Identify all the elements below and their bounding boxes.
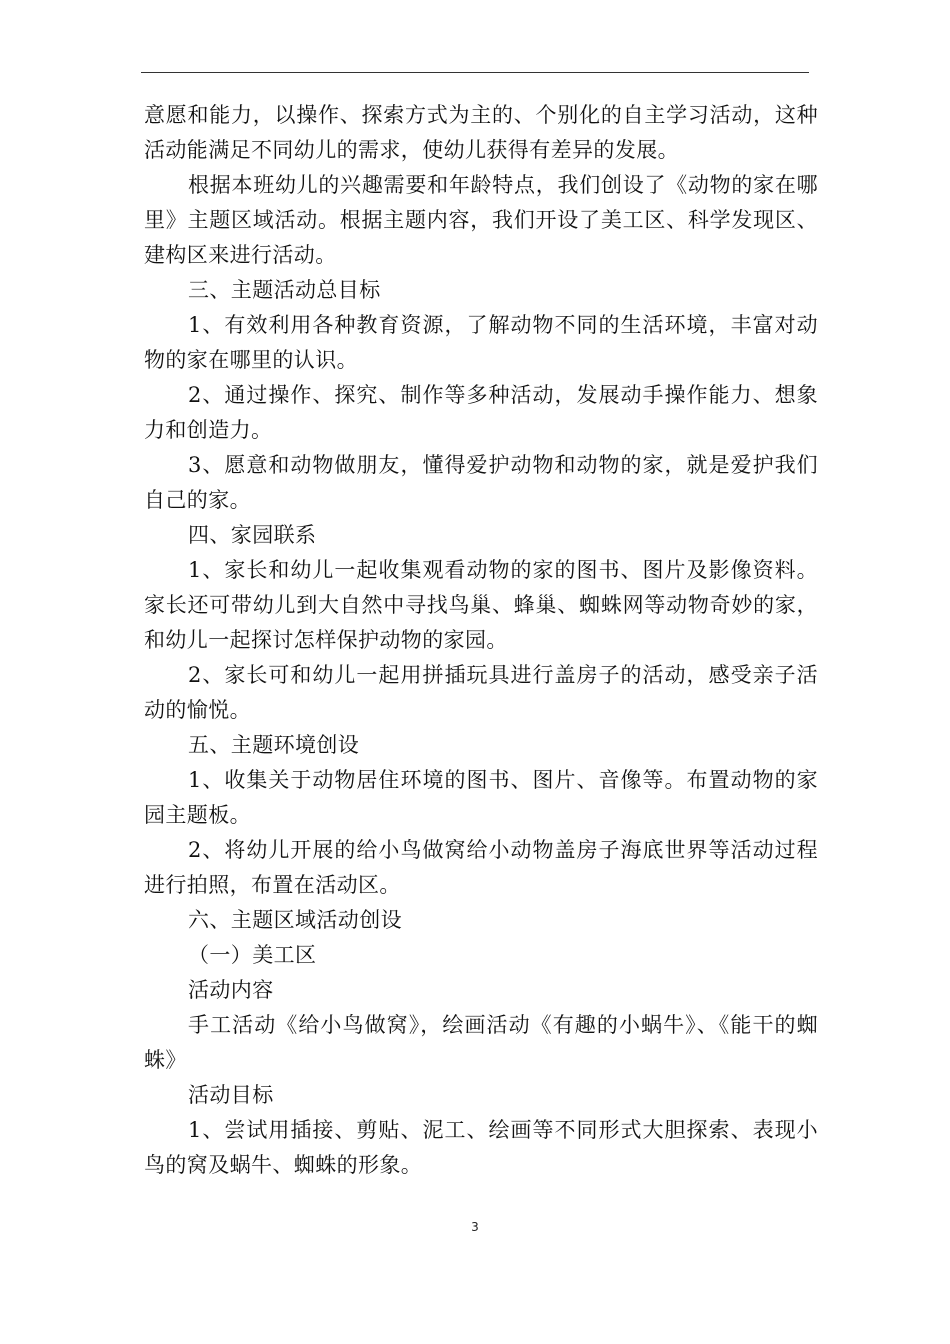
section-heading: 六、主题区域活动创设 (188, 908, 402, 932)
paragraph: 2、家长可和幼儿一起用拼插玩具进行盖房子的活动，感受亲子活动的愉悦。 (144, 663, 818, 722)
document-body (144, 98, 818, 1183)
header-rule (141, 72, 809, 73)
subsection-heading: （一）美工区 (188, 943, 317, 967)
section-heading: 四、家园联系 (188, 523, 317, 547)
paragraph: 意愿和能力，以操作、探索方式为主的、个别化的自主学习活动，这种活动能满足不同幼儿的需求，使幼儿获得有差异的发展。 (144, 103, 818, 162)
page-number: 3 (471, 1220, 479, 1234)
paragraph: 3、愿意和动物做朋友，懂得爱护动物和动物的家，就是爱护我们自己的家。 (144, 453, 818, 512)
paragraph: 手工活动《给小鸟做窝》，绘画活动《有趣的小蜗牛》、《能干的蜘蛛》 (144, 1013, 818, 1072)
subheading: 活动目标 (188, 1083, 274, 1107)
paragraph: 根据本班幼儿的兴趣需要和年龄特点，我们创设了《动物的家在哪里》主题区域活动。根据主题内容，我们开设了美工区、科学发现区、建构区来进行活动。 (144, 173, 818, 267)
paragraph: 1、尝试用插接、剪贴、泥工、绘画等不同形式大胆探索、表现小鸟的窝及蜗牛、蜘蛛的形象。 (144, 1118, 818, 1177)
paragraph: 2、通过操作、探究、制作等多种活动，发展动手操作能力、想象力和创造力。 (144, 383, 818, 442)
section-heading: 五、主题环境创设 (188, 733, 360, 757)
subheading: 活动内容 (188, 978, 274, 1002)
section-heading: 三、主题活动总目标 (188, 278, 381, 302)
paragraph: 2、将幼儿开展的给小鸟做窝给小动物盖房子海底世界等活动过程进行拍照，布置在活动区。 (144, 838, 818, 897)
paragraph: 1、家长和幼儿一起收集观看动物的家的图书、图片及影像资料。家长还可带幼儿到大自然中寻找鸟巢、蜂巢、蜘蛛网等动物奇妙的家，和幼儿一起探讨怎样保护动物的家园。 (144, 558, 818, 652)
paragraph: 1、有效利用各种教育资源，了解动物不同的生活环境，丰富对动物的家在哪里的认识。 (144, 313, 818, 372)
paragraph: 1、收集关于动物居住环境的图书、图片、音像等。布置动物的家园主题板。 (144, 768, 818, 827)
